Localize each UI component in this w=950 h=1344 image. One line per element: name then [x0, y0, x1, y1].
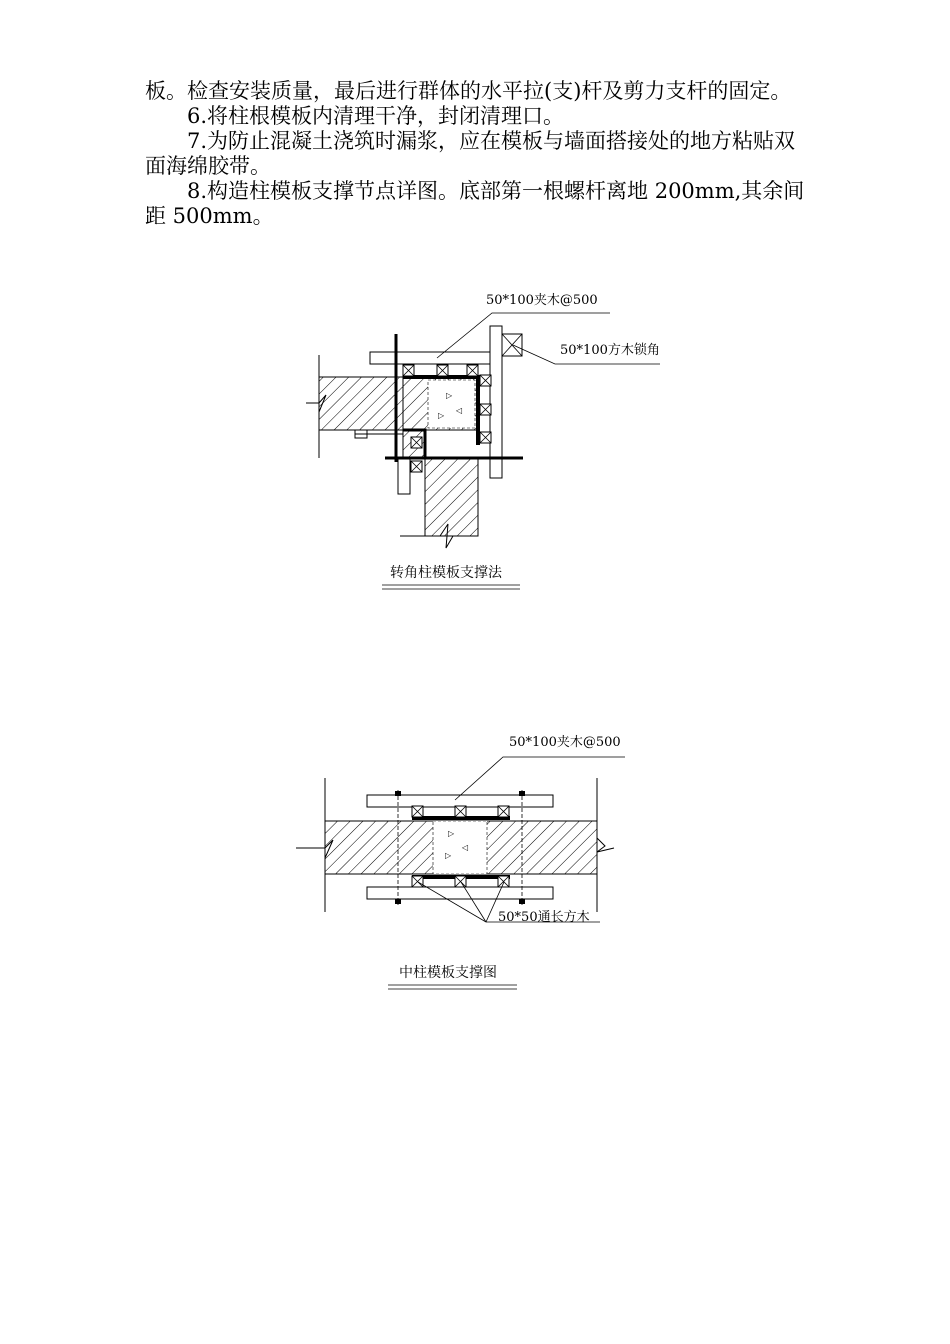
svg-text:▷: ▷: [446, 391, 453, 400]
svg-text:▷: ▷: [448, 829, 455, 838]
fig1-corner-label: 50*100方木锁角: [560, 343, 660, 358]
paragraph-4: 8.构造柱模板支撑节点详图。底部第一根螺杆离地 200mm,其余间距 500mm。: [145, 179, 805, 228]
paragraph-1: 板。检查安装质量，最后进行群体的水平拉(支)杆及剪力支杆的固定。: [145, 79, 792, 103]
fig2-timber-label: 50*50通长方木: [498, 910, 590, 925]
paragraph-3: 7.为防止混凝土浇筑时漏浆，应在模板与墙面搭接处的地方粘贴双面海绵胶带。: [145, 129, 796, 178]
svg-text:▷: ▷: [445, 851, 452, 860]
paragraph-2: 6.将柱根模板内清理干净，封闭清理口。: [187, 104, 565, 128]
svg-text:▷: ▷: [438, 411, 445, 420]
middle-column-diagram: [296, 757, 625, 922]
fig2-clamp-label: 50*100夹木@500: [509, 735, 621, 750]
svg-text:◁: ◁: [462, 843, 469, 852]
fig1-caption: 转角柱模板支撑法: [390, 565, 502, 581]
svg-text:◁: ◁: [456, 406, 463, 415]
fig1-clamp-label: 50*100夹木@500: [486, 293, 598, 308]
fig2-caption: 中柱模板支撑图: [399, 965, 497, 981]
